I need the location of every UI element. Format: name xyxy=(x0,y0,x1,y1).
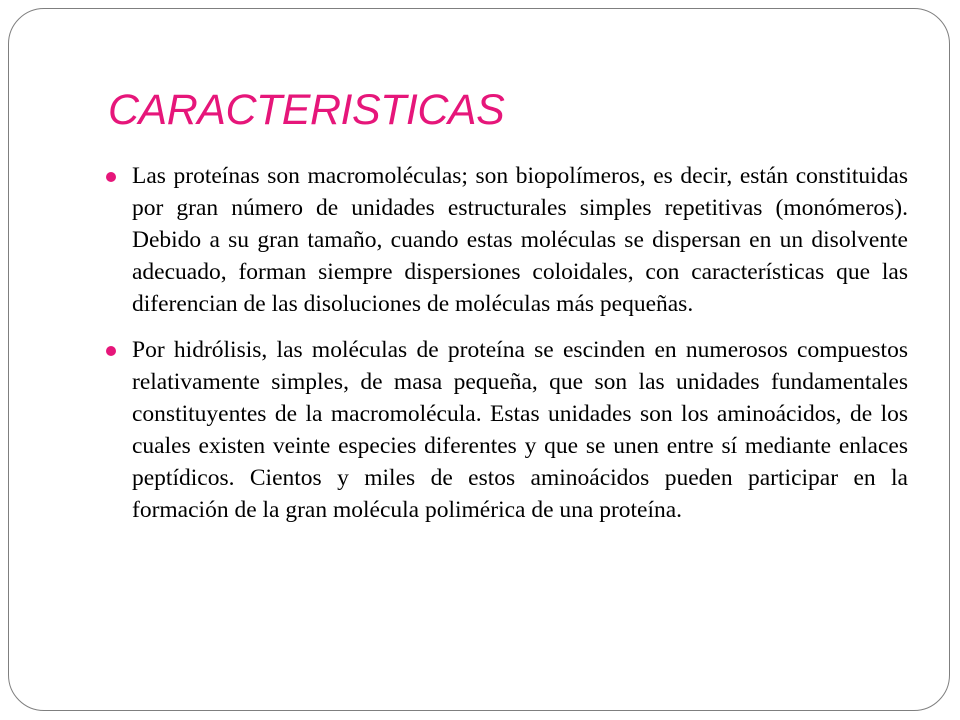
bullet-text: Por hidrólisis, las moléculas de proteína se escinden en numerosos compuestos relativamente simples, de masa pequeña, que son las unidades fundamentales constituyentes de la macromolécula. Estas unidades son los aminoácidos, de los cuales existen veinte especies diferentes y que se unen entre sí mediante enlaces peptídicos. Cientos y miles de estos aminoácidos pueden participar en la formación de la gran molécula polimérica de una proteína. xyxy=(132,337,908,523)
bullet-text: Las proteínas son macromoléculas; son biopolímeros, es decir, están constituidas por gran número de unidades estructurales simples repetitivas (monómeros). Debido a su gran tamaño, cuando estas moléculas se dispersan en un disolvente adecuado, forman siempre dispersiones coloidales, con características que las diferencian de las disoluciones de moléculas más pequeñas. xyxy=(132,163,908,317)
bullet-item xyxy=(104,160,908,320)
bullet-list xyxy=(104,160,908,540)
bullet-dot-icon xyxy=(106,172,116,182)
slide-title: CARACTERISTICAS xyxy=(108,86,505,134)
bullet-dot-icon xyxy=(106,346,116,356)
bullet-item xyxy=(104,334,908,526)
